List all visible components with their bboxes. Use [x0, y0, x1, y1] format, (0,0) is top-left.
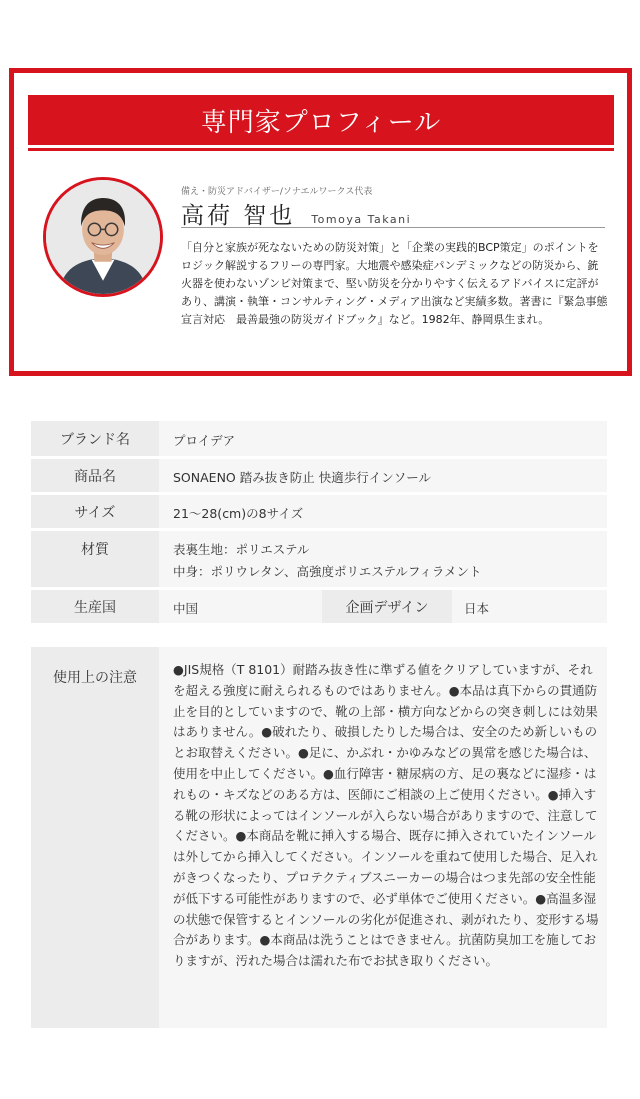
expert-name: 高荷 智也 [181, 203, 296, 229]
spec-row-product [31, 459, 607, 492]
spec-row-material [31, 531, 607, 587]
expert-profile-box [9, 68, 632, 376]
spec-label-origin: 生産国 [31, 590, 159, 623]
spec-value-size: 21〜28(cm)の8サイズ [173, 506, 304, 521]
spec-label-material: 材質 [31, 531, 159, 587]
profile-heading: 専門家プロフィール [28, 95, 614, 145]
spec-value-material-1: 表裏生地：ポリエステル [173, 542, 310, 557]
expert-bio: 「自分と家族が死なないための防災対策」と「企業の実践的BCP策定」のポイントをロジック解説するフリーの専門家。大地震や感染症パンデミックなどの防災から、銃火器を使わないゾンビ対策まで、堅い防災を分かりやすく伝えるアドバイスに定評があり、講演・執筆・コンサルティング・メディア出演など実績多数。著書に『緊急事態宣言対応 最善最強の防災ガイドブック』など。1982年、静岡県生まれ。 [181, 241, 608, 326]
caution-label: 使用上の注意 [31, 647, 159, 1028]
spec-label-size: サイズ [31, 495, 159, 528]
expert-avatar [43, 177, 163, 297]
spec-value-product: SONAENO 踏み抜き防止 快適歩行インソール [173, 470, 431, 485]
spec-label-brand: ブランド名 [31, 421, 159, 456]
spec-value-design: 日本 [464, 601, 490, 616]
expert-name-en: Tomoya Takani [311, 213, 412, 226]
person-photo-icon [46, 180, 160, 294]
spec-row-size [31, 495, 607, 528]
spec-value-material-2: 中身：ポリウレタン、高強度ポリエステルフィラメント [173, 564, 482, 579]
expert-name-row [181, 197, 605, 228]
spec-label-design: 企画デザイン [322, 590, 452, 623]
spec-row-origin [31, 590, 607, 623]
usage-caution [31, 647, 607, 1028]
spec-label-product: 商品名 [31, 459, 159, 492]
spec-value-brand: プロイデア [173, 433, 236, 448]
spec-value-origin: 中国 [173, 601, 199, 616]
heading-underline [28, 148, 614, 151]
caution-text: ●JIS規格（T 8101）耐踏み抜き性に準ずる値をクリアしていますが、それを超える強度に耐えられるものではありません。●本品は真下からの貫通防止を目的としていますので、靴の上部・横方向などからの突き刺しには効果はありません。●破れたり、破損したりした場合は、安全のため新しいものとお取替えください。●足に、かぶれ・かゆみなどの異常を感じた場合は、使用を中止してください。●血行障害・糖尿病の方、足の裏などに湿疹・はれもの・キズなどのある方は、医師にご相談の上ご使用ください。●挿入する靴の形状によってはインソールが入らない場合がありますので、注意してください。●本商品を靴に挿入する場合、既存に挿入されていたインソールは外してから挿入してください。インソールを重ねて使用した場合、足入れがきつくなったり、プロテクティブスニーカーの場合はつま先部の安全性能が低下する可能性がありますので、必ず単体でご使用ください。●高温多湿の状態で保管するとインソールの劣化が促進され、剥がれたり、変形する場合があります。●本商品は洗うことはできません。抗菌防臭加工を施しておりますが、汚れた場合は濡れた布でお拭き取りください。 [173, 662, 599, 969]
spec-row-brand [31, 421, 607, 456]
expert-role: 備え・防災アドバイザー/ソナエルワークス代表 [181, 187, 373, 197]
